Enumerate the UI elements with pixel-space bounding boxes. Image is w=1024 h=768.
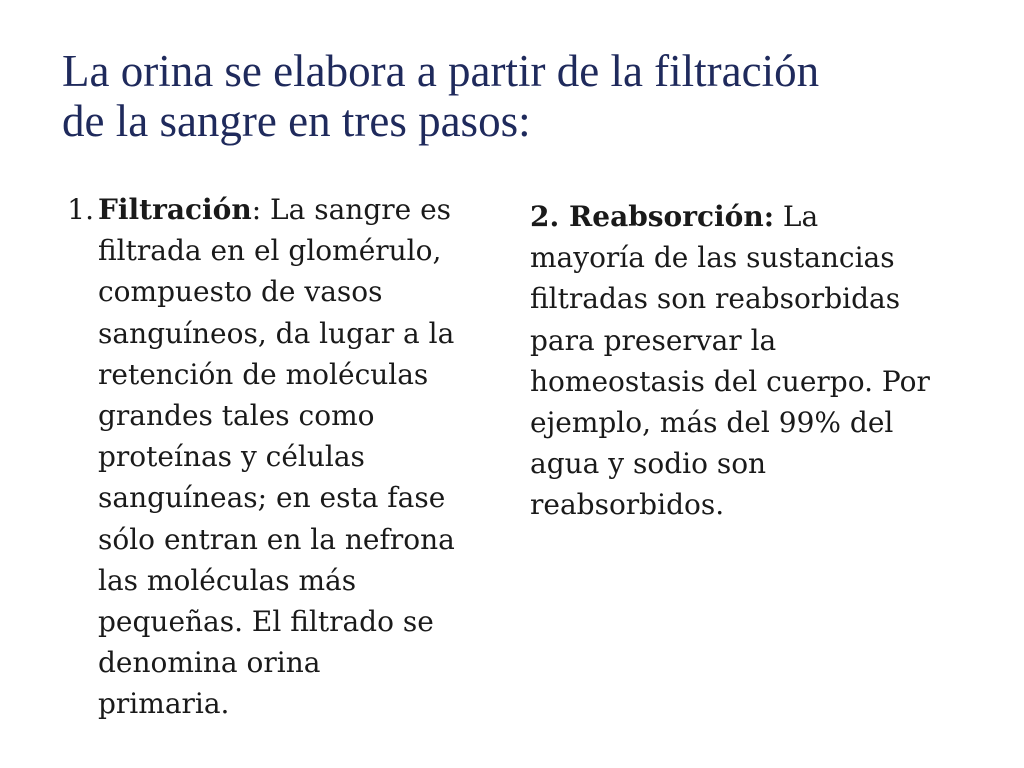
step-number: 1. — [67, 193, 94, 226]
step-filtracion-line-12: denomina orina — [98, 646, 321, 680]
step-filtracion-line-6: grandes tales como — [98, 399, 375, 433]
step-filtracion-line-4: sanguíneos, da lugar a la — [98, 316, 455, 350]
step-reabsorcion-body — [530, 196, 970, 526]
step-reabsorcion-line-5: homeostasis del cuerpo. Por — [530, 364, 930, 398]
step-filtracion-title: Filtración — [98, 193, 252, 226]
step-reabsorcion-line-3: filtradas son reabsorbidas — [530, 282, 901, 316]
step-filtracion-item — [40, 189, 490, 725]
step-filtracion-line-7: proteínas y células — [98, 440, 365, 474]
step-reabsorcion-line-4: para preservar la — [530, 323, 777, 357]
slide-title — [62, 46, 962, 146]
slide-title-line-1: La orina se elabora a partir de la filtración — [62, 46, 820, 96]
step-filtracion-line-5: retención de moléculas — [98, 357, 429, 391]
step-filtracion-line-1: La sangre es — [270, 193, 452, 226]
step-reabsorcion-title: 2. Reabsorción: — [530, 200, 775, 233]
step-filtracion-line-8: sanguíneas; en esta fase — [98, 481, 446, 515]
step-reabsorcion-line-1: La — [774, 200, 819, 233]
step-reabsorcion-line-6: ejemplo, más del 99% del — [530, 406, 894, 440]
step-filtracion-line-3: compuesto de vasos — [98, 275, 383, 309]
step-filtracion-line-11: pequeñas. El filtrado se — [98, 605, 434, 639]
step-reabsorcion-line-7: agua y sodio son — [530, 447, 767, 481]
step-filtracion — [40, 189, 490, 725]
step-filtracion-line-10: las moléculas más — [98, 563, 357, 597]
step-filtracion-line-9: sólo entran en la nefrona — [98, 522, 455, 556]
step-filtracion-line-13: primaria. — [98, 687, 230, 721]
step-filtracion-separator: : — [251, 193, 271, 226]
step-reabsorcion-line-8: reabsorbidos. — [530, 488, 725, 522]
step-filtracion-body — [98, 189, 490, 725]
step-reabsorcion — [530, 196, 970, 526]
slide-title-line-2: de la sangre en tres pasos: — [62, 96, 531, 146]
step-reabsorcion-line-2: mayoría de las sustancias — [530, 241, 895, 275]
step-filtracion-line-2: filtrada en el glomérulo, — [98, 234, 442, 268]
